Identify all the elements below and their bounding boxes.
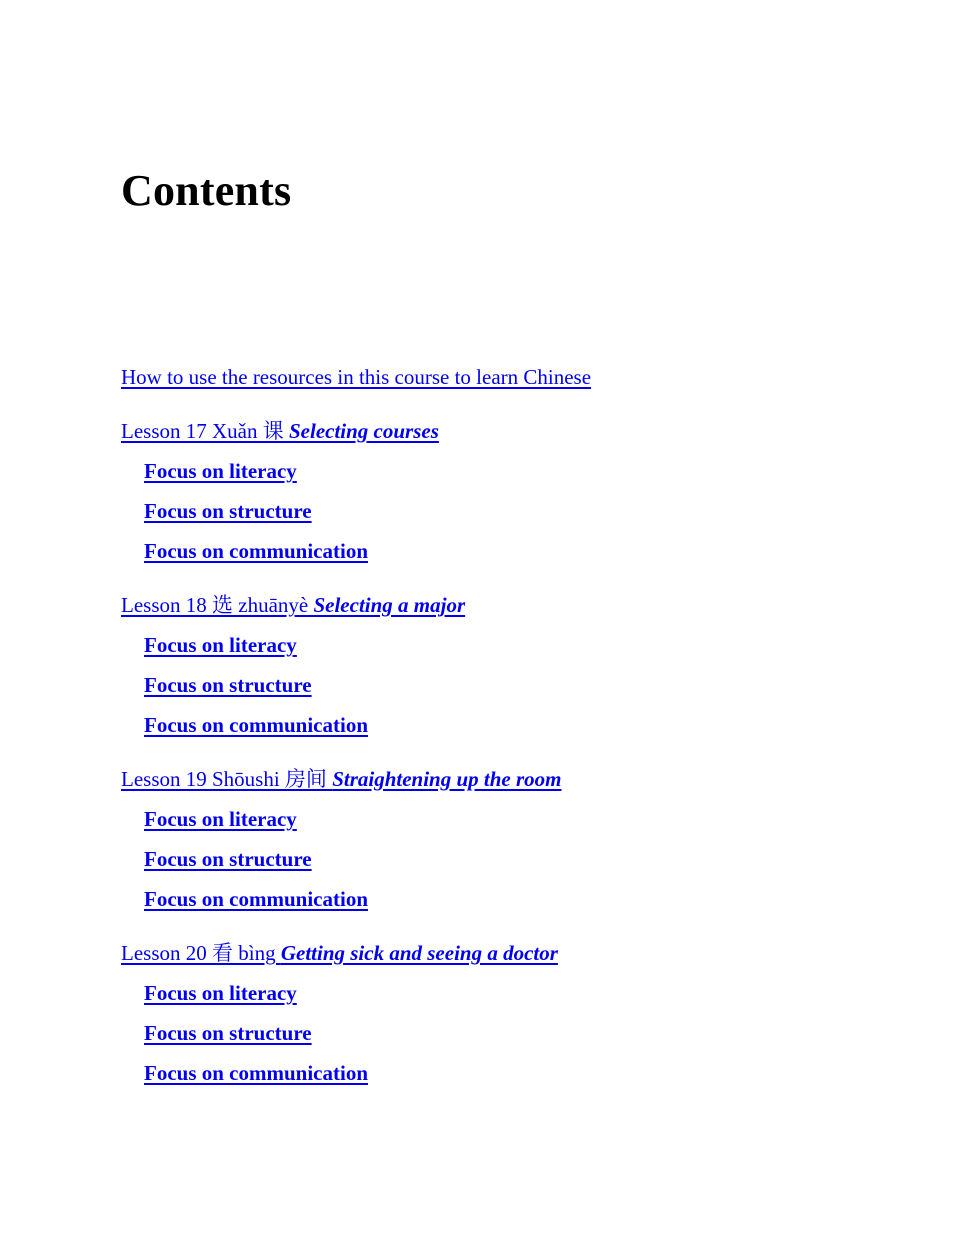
table-of-contents	[121, 362, 881, 1112]
lesson-17-link[interactable]	[121, 416, 881, 446]
lesson-18-link[interactable]	[121, 590, 881, 620]
lesson-17-communication-link[interactable]: Focus on communication	[144, 539, 369, 563]
list-item	[121, 884, 881, 914]
lesson-18-sections	[121, 630, 881, 740]
toc-lesson-17	[121, 416, 881, 566]
list-item	[121, 978, 881, 1008]
lesson-17-title: Selecting courses	[288, 419, 439, 443]
toc-lesson-18	[121, 590, 881, 740]
list-item	[121, 670, 881, 700]
lesson-17-structure-link[interactable]: Focus on structure	[144, 499, 312, 523]
lesson-18-literacy-link[interactable]: Focus on literacy	[144, 633, 297, 657]
toc-lesson-19	[121, 764, 881, 914]
lesson-19-link[interactable]	[121, 764, 881, 794]
toc-lesson-20	[121, 938, 881, 1088]
list-item	[121, 804, 881, 834]
lesson-20-structure-link[interactable]: Focus on structure	[144, 1021, 312, 1045]
lesson-19-literacy-link[interactable]: Focus on literacy	[144, 807, 297, 831]
lesson-18-title: Selecting a major	[313, 593, 466, 617]
lesson-17-prefix: Lesson 17 Xuǎn 课	[121, 419, 289, 443]
lesson-19-structure-link[interactable]: Focus on structure	[144, 847, 312, 871]
lesson-19-title: Straightening up the room	[332, 767, 562, 791]
page-title: Contents	[121, 166, 292, 215]
lesson-20-link[interactable]	[121, 938, 881, 968]
list-item	[121, 496, 881, 526]
list-item	[121, 1018, 881, 1048]
list-item	[121, 630, 881, 660]
lesson-19-prefix: Lesson 19 Shōushi 房间	[121, 767, 333, 791]
lesson-20-title: Getting sick and seeing a doctor	[280, 941, 558, 965]
lesson-19-communication-link[interactable]: Focus on communication	[144, 887, 369, 911]
lesson-19-sections	[121, 804, 881, 914]
list-item	[121, 1058, 881, 1088]
lesson-17-sections	[121, 456, 881, 566]
lesson-18-prefix: Lesson 18 选 zhuānyè	[121, 593, 314, 617]
lesson-20-prefix: Lesson 20 看 bìng	[121, 941, 281, 965]
lesson-17-literacy-link[interactable]: Focus on literacy	[144, 459, 297, 483]
list-item	[121, 844, 881, 874]
list-item	[121, 710, 881, 740]
list-item	[121, 456, 881, 486]
list-item	[121, 536, 881, 566]
lesson-20-communication-link[interactable]: Focus on communication	[144, 1061, 369, 1085]
lesson-18-structure-link[interactable]: Focus on structure	[144, 673, 312, 697]
lesson-20-sections	[121, 978, 881, 1088]
toc-intro-link[interactable]: How to use the resources in this course to learn Chinese	[121, 365, 592, 389]
lesson-20-literacy-link[interactable]: Focus on literacy	[144, 981, 297, 1005]
lesson-18-communication-link[interactable]: Focus on communication	[144, 713, 369, 737]
